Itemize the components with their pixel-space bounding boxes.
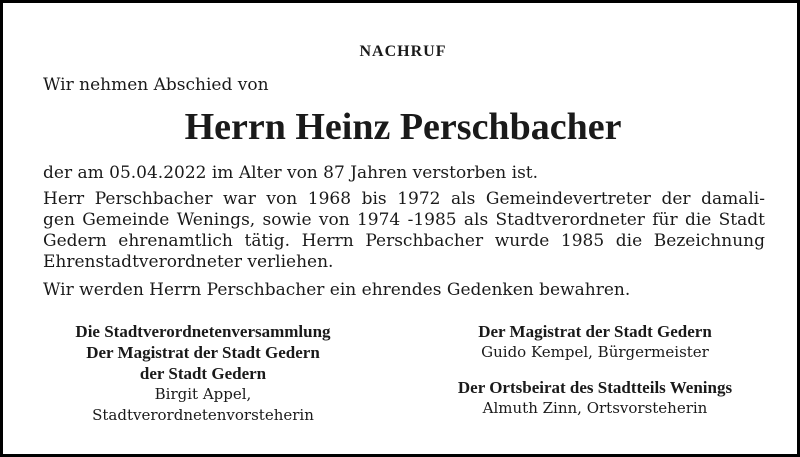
notice-heading: NACHRUF — [359, 43, 447, 60]
intro-text: Wir nehmen Abschied von — [43, 75, 269, 95]
body-line: Herr Perschbacher war von 1968 bis 1972 als Gemeindevertreter der damali- — [43, 189, 765, 209]
signature-org: Die Stadtverordnetenversammlung — [75, 322, 331, 341]
signature-right — [435, 321, 755, 419]
closing-text: Wir werden Herrn Perschbacher ein ehrendes Gedenken bewahren. — [43, 280, 631, 300]
signature-org: der Stadt Gedern — [139, 364, 267, 383]
signature-left — [43, 321, 363, 426]
signature-spacer — [435, 363, 755, 377]
body-line: gen Gemeinde Wenings, sowie von 1974 -1985 als Stadtverordneter für die Stadt — [43, 210, 765, 230]
signature-role: Stadtverordnetenvorsteherin — [92, 406, 314, 424]
date-line: der am 05.04.2022 im Alter von 87 Jahren verstorben ist. — [43, 163, 539, 183]
signature-person: Almuth Zinn, Ortsvorsteherin — [482, 399, 708, 417]
body-line: Gedern ehrenamtlich tätig. Herrn Perschbacher wurde 1985 die Bezeichnung — [43, 231, 765, 251]
signature-org: Der Magistrat der Stadt Gedern — [478, 322, 712, 341]
body-line: Ehrenstadtverordneter verliehen. — [43, 252, 334, 272]
signature-person: Birgit Appel, — [154, 385, 252, 403]
signature-org: Der Ortsbeirat des Stadtteils Wenings — [457, 378, 733, 397]
signature-person: Guido Kempel, Bürgermeister — [481, 343, 709, 361]
signature-org: Der Magistrat der Stadt Gedern — [86, 343, 320, 362]
notice-body — [43, 189, 765, 273]
deceased-name: Herrn Heinz Perschbacher — [184, 106, 622, 148]
